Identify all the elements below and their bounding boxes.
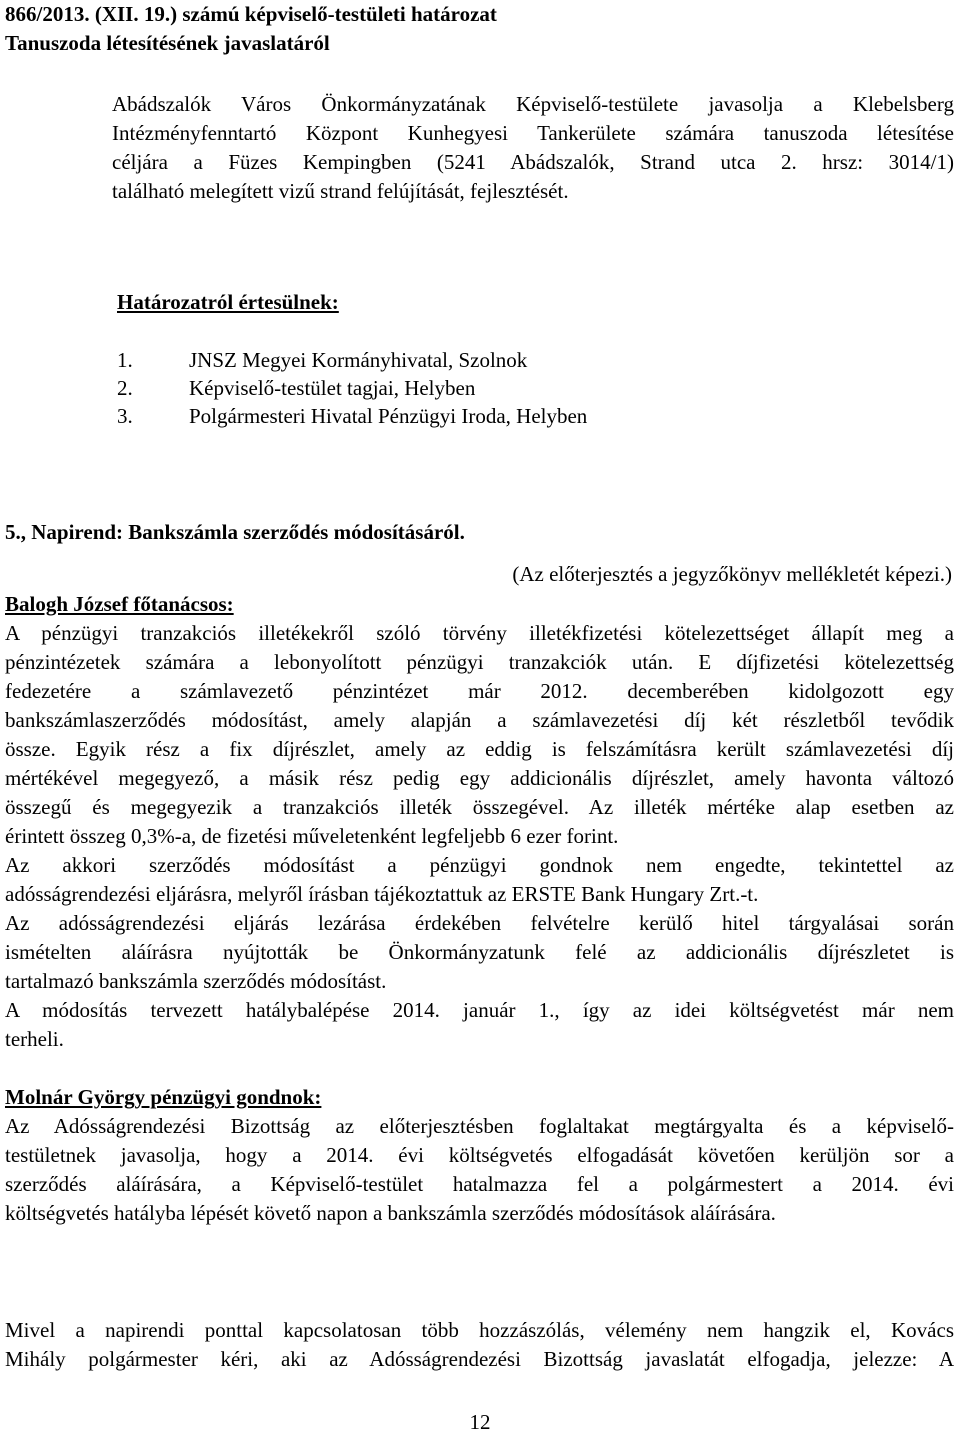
- resolution-number: 866/2013. (XII. 19.) számú képviselő-testületi határozat: [5, 2, 497, 26]
- speech-line: bankszámlaszerződés módosítást, amely alapján a számlavezetési díj két részletből tevődik: [5, 708, 954, 732]
- speech-line: pénzintézetek számára a lebonyolított pénzügyi tranzakciók után. E díjfizetési kötelezettség: [5, 650, 954, 674]
- speech-line: Az akkori szerződés módosítást a pénzügyi gondnok nem engedte, tekintettel az: [5, 853, 954, 877]
- speech-line: fedezetére a számlavezető pénzintézet már 2012. decemberében kidolgozott egy: [5, 679, 954, 703]
- speech-line: költségvetés hatályba lépését követő napon a bankszámla szerződés módosítások aláírására.: [5, 1201, 776, 1225]
- closing-line: Mihály polgármester kéri, aki az Adósságrendezési Bizottság javaslatát elfogadja, jelezze: A: [5, 1347, 954, 1371]
- speech-line: ismételten aláírásra nyújtották be Önkormányzatunk felé az addicionális díjrészletet is: [5, 940, 954, 964]
- speech-line: tartalmazó bankszámla szerződés módosítást.: [5, 969, 387, 993]
- notified-item-text: Polgármesteri Hivatal Pénzügyi Iroda, Helyben: [189, 404, 588, 428]
- speech-line: adósságrendezési eljárásra, melyről írásban tájékoztattuk az ERSTE Bank Hungary Zrt.-t.: [5, 882, 759, 906]
- page-number: 12: [469, 1410, 491, 1434]
- attachment-note: (Az előterjesztés a jegyzőkönyv mellékletét képezi.): [512, 562, 952, 586]
- speech-line: szerződés aláírására, a Képviselő-testület hatalmazza fel a polgármestert a 2014. évi: [5, 1172, 954, 1196]
- closing-line: Mivel a napirendi ponttal kapcsolatosan több hozzászólás, vélemény nem hangzik el, Kovács: [5, 1318, 954, 1342]
- speech-line: A módosítás tervezett hatálybalépése 2014. január 1., így az idei költségvetést már nem: [5, 998, 954, 1022]
- speech-line: Az adósságrendezési eljárás lezárása érdekében felvételre kerülő hitel tárgyalásai során: [5, 911, 954, 935]
- notified-heading: Határozatról értesülnek:: [117, 290, 339, 314]
- notified-item-number: 3.: [117, 404, 133, 428]
- notified-item-number: 2.: [117, 376, 133, 400]
- speaker-name: Balogh József főtanácsos:: [5, 592, 234, 616]
- speaker-name: Molnár György pénzügyi gondnok:: [5, 1085, 322, 1109]
- resolution-line: található melegített vizű strand felújítását, fejlesztését.: [112, 179, 569, 203]
- speech-line: össze. Egyik rész a fix díjrészlet, amely az eddig is felszámításra került számlavezetési díj: [5, 737, 954, 761]
- speech-line: testületnek javasolja, hogy a 2014. évi költségvetés elfogadását követően kerüljön sor a: [5, 1143, 954, 1167]
- speech-line: Az Adósságrendezési Bizottság az előterjesztésben foglaltakat megtárgyalta és a képviselő-: [5, 1114, 954, 1138]
- speech-line: érintett összeg 0,3%-a, de fizetési műveletenként legfeljebb 6 ezer forint.: [5, 824, 619, 848]
- speech-line: mértékével megegyező, a másik rész pedig egy addicionális díjrészlet, amely havonta változó: [5, 766, 954, 790]
- resolution-line: céljára a Füzes Kempingben (5241 Abádszalók, Strand utca 2. hrsz: 3014/1): [112, 150, 954, 174]
- notified-item-text: JNSZ Megyei Kormányhivatal, Szolnok: [189, 348, 528, 372]
- resolution-subject: Tanuszoda létesítésének javaslatáról: [5, 31, 330, 55]
- notified-item-number: 1.: [117, 348, 133, 372]
- agenda-title: 5., Napirend: Bankszámla szerződés módosításáról.: [5, 520, 465, 544]
- resolution-line: Abádszalók Város Önkormányzatának Képviselő-testülete javasolja a Klebelsberg: [112, 92, 954, 116]
- speech-line: összegű és megegyezik a tranzakciós illeték összegével. Az illeték mértéke alap esetben az: [5, 795, 954, 819]
- notified-item-text: Képviselő-testület tagjai, Helyben: [189, 376, 476, 400]
- speech-line: terheli.: [5, 1027, 64, 1051]
- speech-line: A pénzügyi tranzakciós illetékekről szóló törvény illetékfizetési kötelezettséget állapít meg a: [5, 621, 954, 645]
- resolution-line: Intézményfenntartó Központ Kunhegyesi Tankerülete számára tanuszoda létesítése: [112, 121, 954, 145]
